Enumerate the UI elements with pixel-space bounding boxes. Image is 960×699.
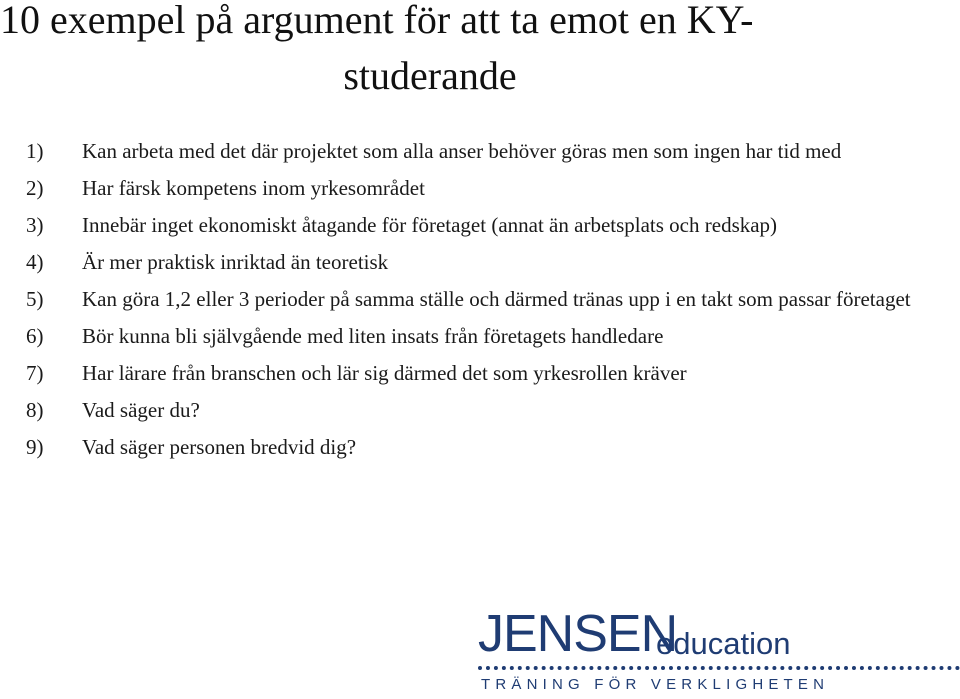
list-item (0, 358, 940, 389)
item-number: 8) (26, 398, 44, 422)
item-number: 5) (26, 287, 44, 311)
item-text: Vad säger personen bredvid dig? (82, 435, 357, 459)
list-item (0, 210, 940, 241)
item-text: Kan arbeta med det där projektet som alla anser behöver göras men som ingen har tid med (82, 139, 842, 163)
item-text: Har lärare från branschen och lär sig därmed det som yrkesrollen kräver (82, 361, 687, 385)
list-item (0, 284, 940, 315)
item-number: 6) (26, 324, 44, 348)
item-text: Är mer praktisk inriktad än teoretisk (82, 250, 389, 274)
list-item (0, 432, 940, 463)
argument-list (0, 136, 940, 469)
item-text: Innebär inget ekonomiskt åtagande för företaget (annat än arbetsplats och redskap) (82, 213, 778, 237)
item-number: 4) (26, 250, 44, 274)
logo-brand: JENSEN (478, 605, 678, 663)
logo-dotted-rule (478, 666, 960, 670)
list-item (0, 395, 940, 426)
title-line-1: 10 exempel på argument för att ta emot en KY- (0, 0, 754, 42)
item-number: 9) (26, 435, 44, 459)
item-text: Har färsk kompetens inom yrkesområdet (82, 176, 425, 200)
title-line-2: studerande (343, 53, 517, 98)
item-number: 3) (26, 213, 44, 237)
list-item (0, 136, 940, 167)
item-text: Bör kunna bli självgående med liten insats från företagets handledare (82, 324, 664, 348)
logo-tagline: TRÄNING FÖR VERKLIGHETEN (481, 676, 830, 693)
list-item (0, 173, 940, 204)
jensen-education-logo (478, 604, 960, 699)
item-number: 2) (26, 176, 44, 200)
item-text: Vad säger du? (82, 398, 200, 422)
item-text: Kan göra 1,2 eller 3 perioder på samma ställe och därmed tränas upp i en takt som passar företaget (82, 287, 911, 311)
list-item (0, 321, 940, 352)
item-number: 1) (26, 139, 44, 163)
list-item (0, 247, 940, 278)
logo-sub: education (656, 626, 791, 661)
item-number: 7) (26, 361, 44, 385)
